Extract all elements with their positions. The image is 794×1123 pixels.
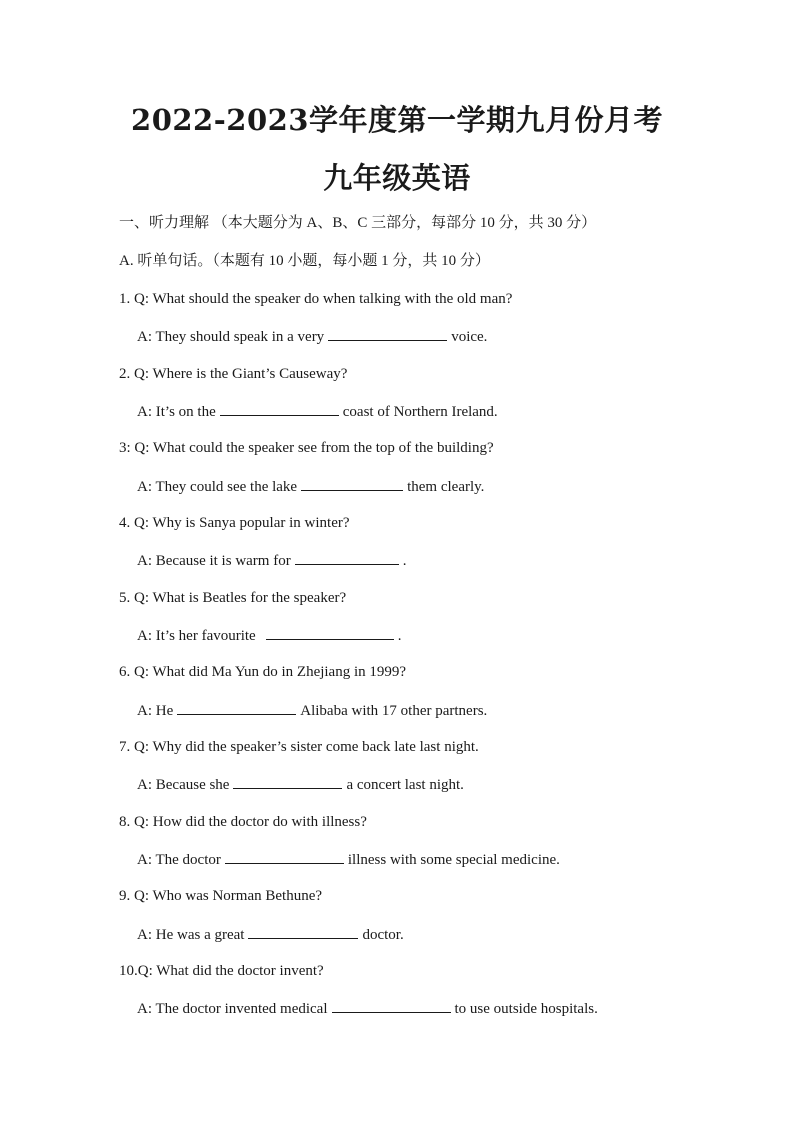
question-5: 5. Q: What is Beatles for the speaker? — [119, 590, 347, 606]
answer-9 — [137, 925, 404, 944]
answer-5-before: A: It’s her favourite — [137, 628, 256, 644]
question-9: 9. Q: Who was Norman Bethune? — [119, 888, 323, 904]
answer-10-blank — [332, 999, 451, 1013]
answer-3-blank — [301, 477, 403, 491]
answer-3 — [137, 477, 484, 496]
page-title: 2022-2023学年度第一学期九月份月考 — [131, 103, 663, 137]
answer-2 — [137, 402, 498, 421]
answer-2-blank — [220, 402, 339, 416]
answer-9-before: A: He was a great — [137, 927, 245, 943]
answer-8-after: illness with some special medicine. — [347, 852, 560, 868]
answer-7-blank — [233, 775, 342, 789]
part-a-heading: A. 听单句话。（本题有 10 小题，每小题 1 分，共 10 分） — [119, 253, 490, 269]
answer-7-before: A: Because she — [137, 777, 230, 793]
answer-10 — [137, 999, 598, 1018]
answer-10-after: to use outside hospitals. — [454, 1001, 598, 1017]
answer-1 — [137, 327, 487, 346]
answer-9-after: doctor. — [362, 927, 404, 943]
answer-3-before: A: They could see the lake — [137, 479, 298, 495]
answer-6-after: Alibaba with 17 other partners. — [300, 703, 488, 719]
answer-4-blank — [295, 551, 399, 565]
answer-5-blank — [266, 626, 394, 640]
answer-2-before: A: It’s on the — [137, 404, 216, 420]
question-4: 4. Q: Why is Sanya popular in winter? — [119, 515, 350, 531]
answer-4-before: A: Because it is warm for — [137, 553, 291, 569]
answer-3-after: them clearly. — [407, 479, 485, 495]
answer-6-before: A: He — [137, 703, 174, 719]
answer-6 — [137, 701, 487, 720]
answer-1-before: A: They should speak in a very — [137, 329, 325, 345]
answer-2-after: coast of Northern Ireland. — [342, 404, 498, 420]
answer-5-after: . — [397, 628, 402, 644]
section-heading: 一、听力理解 （本大题分为 A、B、C 三部分，每部分 10 分，共 30 分） — [119, 215, 597, 231]
question-7: 7. Q: Why did the speaker’s sister come back late last night. — [119, 739, 479, 755]
question-3: 3: Q: What could the speaker see from the top of the building? — [119, 440, 494, 456]
page-subtitle: 九年级英语 — [323, 161, 471, 195]
answer-5 — [137, 626, 401, 645]
question-8: 8. Q: How did the doctor do with illness? — [119, 814, 367, 830]
answer-8 — [137, 850, 560, 869]
answer-4 — [137, 551, 406, 570]
answer-6-blank — [177, 701, 296, 715]
answer-7 — [137, 775, 464, 794]
answer-1-blank — [328, 327, 447, 341]
answer-9-blank — [248, 925, 358, 939]
question-6: 6. Q: What did Ma Yun do in Zhejiang in 1999? — [119, 664, 407, 680]
answer-1-after: voice. — [451, 329, 488, 345]
question-2: 2. Q: Where is the Giant’s Causeway? — [119, 366, 348, 382]
question-10: 10.Q: What did the doctor invent? — [119, 963, 324, 979]
question-1: 1. Q: What should the speaker do when talking with the old man? — [119, 291, 513, 307]
answer-8-blank — [225, 850, 344, 864]
answer-7-after: a concert last night. — [346, 777, 464, 793]
answer-8-before: A: The doctor — [137, 852, 221, 868]
answer-4-after: . — [402, 553, 407, 569]
answer-10-before: A: The doctor invented medical — [137, 1001, 328, 1017]
